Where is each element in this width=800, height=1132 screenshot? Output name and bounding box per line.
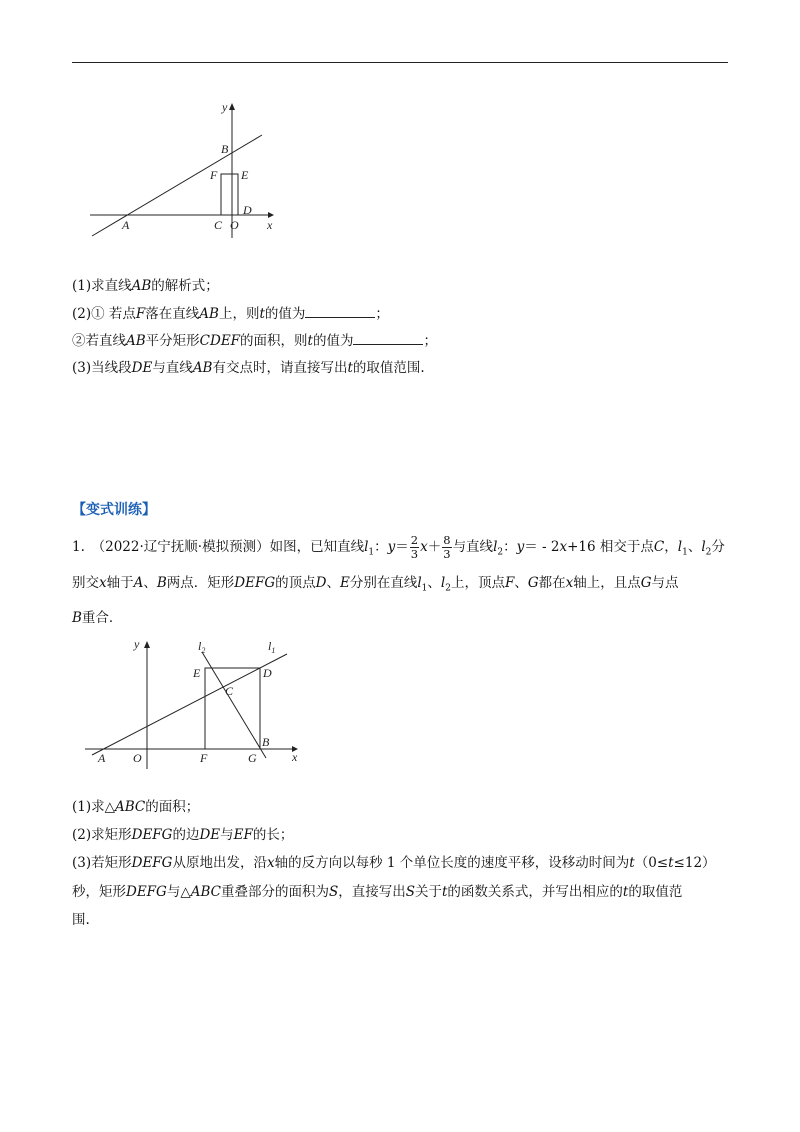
text: 两点．矩形	[166, 574, 235, 591]
text: t	[668, 855, 674, 871]
fig2-label-x: x	[292, 750, 298, 764]
fig2-label-l2	[198, 639, 205, 655]
text: E	[339, 574, 350, 591]
text: B	[156, 574, 167, 591]
text: ②若直线	[72, 333, 126, 349]
text: AB	[131, 278, 152, 294]
text: F	[504, 574, 515, 591]
fig1-label-b: B	[221, 142, 229, 156]
problem-1-question-3-line-1	[72, 851, 716, 871]
text: ，	[664, 539, 678, 555]
fig1-label-f: F	[210, 168, 218, 182]
text: ；	[375, 306, 389, 322]
answer-blank	[305, 305, 375, 318]
text: t	[441, 884, 448, 900]
text: F	[135, 306, 146, 322]
text: ：	[503, 539, 517, 555]
text: 1	[682, 547, 688, 558]
figure-2-coordinate-diagram	[80, 634, 310, 774]
text: ABC	[190, 884, 221, 900]
text: 的取值范	[628, 884, 683, 900]
text: 的取值范围.	[352, 360, 425, 376]
text: ①	[91, 306, 105, 322]
rectangle-cdef	[221, 174, 238, 215]
text: 、	[326, 574, 340, 591]
text: (1)求直线	[72, 278, 132, 294]
text: ：	[374, 539, 388, 555]
fig1-label-a: A	[122, 218, 130, 232]
text: DEFG	[126, 884, 167, 900]
fig2-label-a: A	[98, 751, 106, 765]
text: l	[701, 539, 706, 555]
fig1-label-x: x	[267, 218, 273, 232]
text: x	[565, 574, 574, 591]
problem-1-question-2	[72, 823, 293, 843]
text: 重叠部分的面积为	[220, 884, 329, 900]
text: l	[677, 539, 683, 555]
fig2-label-f: F	[200, 751, 208, 765]
figure-2-svg	[80, 634, 310, 774]
text: l	[493, 539, 498, 555]
text: 8	[443, 533, 451, 547]
fig2-label-y: y	[134, 637, 140, 651]
text: 有交点时，请直接写出	[212, 360, 348, 376]
text: 与直线	[152, 360, 193, 376]
text: 轴的反方向以每秒 1 个单位长度的速度平移，设移动时间为	[274, 855, 630, 871]
text: 2	[201, 646, 206, 655]
fig2-label-b: B	[262, 735, 270, 749]
text: ＋	[427, 539, 442, 555]
text: S	[328, 884, 339, 900]
text: 、	[514, 574, 528, 591]
text: ；	[423, 333, 437, 349]
text: 别交	[72, 574, 99, 591]
text: 与△	[166, 884, 191, 900]
prev-question-2b	[72, 329, 437, 349]
text: 2	[410, 533, 419, 547]
text: 、	[687, 539, 702, 555]
text: D	[315, 574, 327, 591]
text: t	[307, 333, 313, 349]
fig1-label-e: E	[241, 168, 249, 182]
text: CDEF	[199, 333, 241, 349]
text: ＝	[395, 539, 409, 555]
problem-1-statement	[72, 532, 732, 633]
text: AB	[199, 306, 219, 322]
text: A	[133, 574, 144, 591]
text: G	[527, 574, 539, 591]
text: ＝ - 2	[524, 539, 560, 555]
text: +16 相交于点	[567, 539, 654, 555]
text: x	[420, 539, 428, 555]
statement-line-1	[72, 532, 732, 568]
text: DEFG	[131, 827, 173, 843]
text: 1	[271, 646, 276, 655]
text: ，直接写出	[338, 884, 406, 900]
rectangle-defg	[205, 668, 260, 749]
text: 与点	[651, 574, 679, 591]
text: 1	[421, 583, 428, 594]
figure-1-svg	[80, 98, 280, 243]
y-axis-arrow	[229, 103, 235, 110]
text: AB	[192, 360, 213, 376]
text: 的边	[172, 827, 200, 843]
text: x	[559, 539, 568, 555]
text: 2	[445, 583, 451, 594]
text: 的解析式；	[151, 278, 219, 294]
text: y	[387, 539, 396, 555]
figure-1-coordinate-diagram	[80, 98, 280, 243]
fig2-label-l1	[268, 639, 275, 655]
text: 1	[368, 547, 375, 558]
text: y	[516, 539, 525, 555]
text: 落在直线	[145, 306, 200, 322]
text: 的函数关系式，并写出相应的	[447, 884, 623, 900]
text: DE	[131, 360, 153, 376]
text: x	[99, 574, 107, 591]
y-axis-arrow	[144, 641, 150, 648]
text: 、	[427, 574, 441, 591]
fig1-label-y: y	[222, 100, 228, 114]
answer-blank	[353, 332, 423, 345]
text: 的面积；	[145, 799, 200, 815]
fig2-label-e: E	[193, 666, 201, 680]
text: 的长；	[252, 827, 294, 843]
text: B	[72, 610, 82, 627]
text: l	[440, 574, 446, 591]
text: C	[653, 539, 665, 555]
text: (2)求矩形	[72, 827, 132, 843]
text: 1. （2022·辽宁抚顺·模拟预测）如图，已知直线	[72, 539, 365, 555]
text: EF	[233, 827, 253, 843]
text: 的顶点	[275, 574, 316, 591]
line-l1	[92, 654, 287, 755]
text: (1)求△	[72, 799, 116, 815]
prev-question-3	[72, 356, 425, 376]
text: (3)当线段	[72, 360, 132, 376]
text: 2	[705, 547, 712, 558]
text: 与直线	[452, 539, 494, 555]
problem-1-question-3-line-2	[72, 880, 682, 900]
text: 重合．	[81, 610, 123, 627]
fig2-label-g: G	[248, 751, 257, 765]
text: AB	[126, 333, 146, 349]
text: 上，顶点	[450, 574, 505, 591]
text: t	[629, 855, 635, 871]
fig1-label-o: O	[230, 218, 239, 232]
text: （0≤	[634, 855, 669, 871]
text: G	[640, 574, 652, 591]
text: 的值为	[264, 306, 306, 322]
fraction-8-3	[442, 534, 451, 561]
problem-1-question-3-line-3	[72, 908, 90, 928]
text: DE	[199, 827, 221, 843]
text: l	[417, 574, 422, 591]
text: 平分矩形	[145, 333, 200, 349]
fig2-label-d: D	[263, 666, 272, 680]
text: t	[259, 306, 265, 322]
text: 从原地出发，沿	[172, 855, 267, 871]
prev-question-2a	[72, 302, 389, 322]
fraction-2-3	[410, 534, 419, 561]
text: t	[622, 884, 629, 900]
text: 轴于	[106, 574, 134, 591]
text: t	[347, 360, 353, 376]
text: 若点	[104, 306, 136, 322]
text: (3)若矩形	[72, 855, 132, 871]
fig2-label-c: C	[225, 684, 234, 698]
text: 与	[220, 827, 234, 843]
text: 分别在直线	[349, 574, 418, 591]
problem-1-question-1	[72, 795, 199, 815]
text: 的值为	[312, 333, 354, 349]
text: DEFG	[234, 574, 276, 591]
text: 3	[410, 547, 419, 561]
text: ≤12）	[673, 855, 716, 871]
text: DEFG	[131, 855, 173, 871]
text: 2	[497, 547, 504, 558]
fig2-label-o: O	[133, 751, 142, 765]
text: l	[364, 539, 369, 555]
text: l	[268, 639, 272, 653]
text: 秒，矩形	[72, 884, 126, 900]
fig1-label-d: D	[243, 203, 252, 217]
prev-question-1	[72, 274, 219, 294]
text: x	[266, 855, 275, 871]
text: S	[405, 884, 415, 900]
text: 围.	[72, 912, 90, 928]
text: 关于	[414, 884, 442, 900]
statement-line-3	[72, 603, 732, 633]
fig1-label-c: C	[214, 218, 223, 232]
text: 上，则	[218, 306, 260, 322]
text: ABC	[115, 799, 146, 815]
text: 分	[711, 539, 725, 555]
text: 、	[143, 574, 157, 591]
statement-line-2	[72, 568, 732, 604]
text: 轴上，且点	[573, 574, 641, 591]
header-rule	[72, 62, 728, 63]
section-title: 【变式训练】	[72, 502, 156, 518]
text: 3	[443, 547, 451, 561]
text: 的面积，则	[240, 333, 308, 349]
text: 都在	[538, 574, 566, 591]
text: l	[198, 639, 202, 653]
text: (2)	[72, 306, 92, 322]
